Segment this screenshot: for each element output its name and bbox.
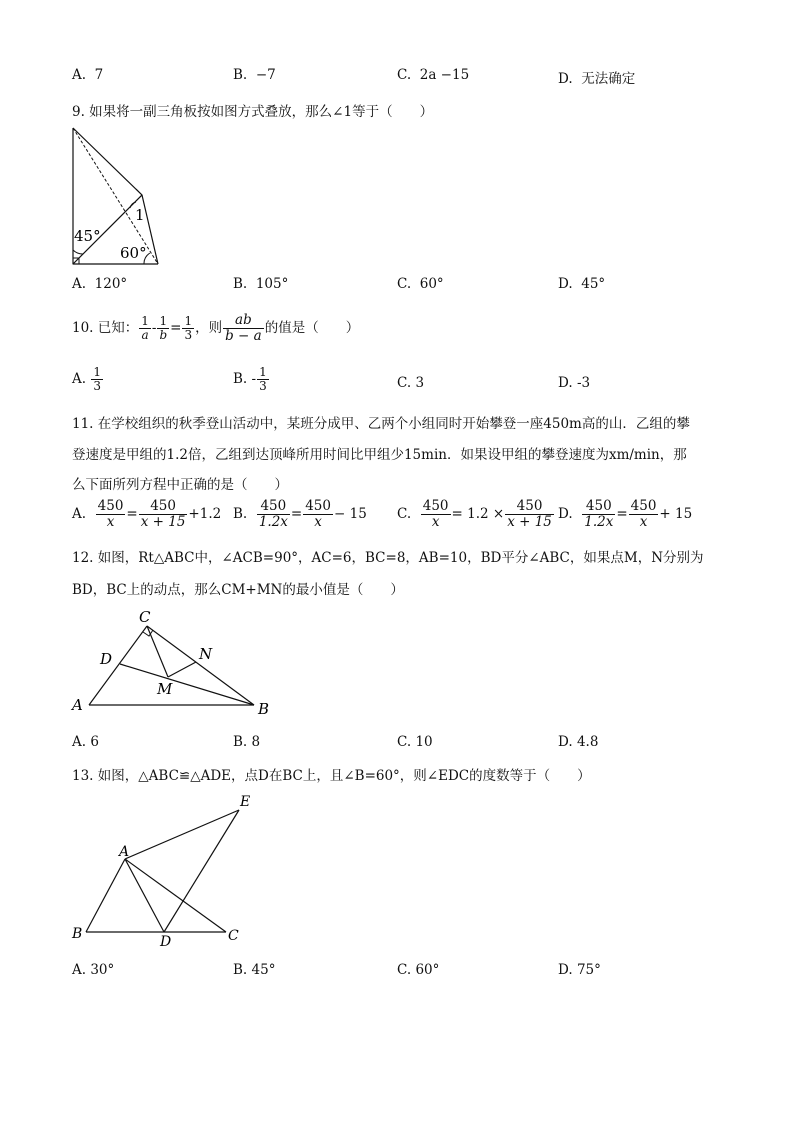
q12-label-a: A bbox=[72, 696, 83, 714]
q8-option-d: D. 无法确定 bbox=[558, 71, 636, 87]
q10-option-b: B. - $\frac{1}{3}$ bbox=[233, 365, 267, 393]
q9-stem: 9. 如果将一副三角板按如图方式叠放，那么∠1等于（ ） bbox=[72, 104, 434, 120]
q12-line-2: BD，BC上的动点，那么CM+MN的最小值是（ ） bbox=[72, 582, 404, 598]
q9-option-d: D. 45° bbox=[558, 276, 606, 292]
q13-option-c: C. 60° bbox=[397, 962, 440, 978]
q13-side-ad bbox=[125, 859, 164, 932]
q13-label-a: A bbox=[119, 844, 130, 860]
q8-option-a: A. 7 bbox=[72, 67, 104, 83]
q10-option-a: A. $\frac{1}{3}$ bbox=[72, 365, 101, 393]
q9-line-hyp bbox=[73, 128, 142, 195]
q9-option-b: B. 105° bbox=[233, 276, 289, 292]
q12-label-c: C bbox=[139, 608, 151, 626]
q9-figure bbox=[64, 122, 170, 270]
q13-figure bbox=[64, 792, 260, 952]
q10-frac-1a: $\frac{1}{a}$ bbox=[141, 314, 149, 342]
q12-option-a: A. 6 bbox=[72, 734, 99, 750]
q13-label-c: C bbox=[228, 928, 239, 944]
q13-label-b: B bbox=[72, 926, 83, 942]
q12-option-b: B. 8 bbox=[233, 734, 261, 750]
q12-label-m: M bbox=[157, 680, 173, 698]
q11-line-2: 登速度是甲组的1.2倍，乙组到达顶峰所用时间比甲组少15min．如果设甲组的攀登速度为xm/min，那 bbox=[72, 447, 687, 463]
q11-line-3: 么下面所列方程中正确的是（ ） bbox=[72, 477, 288, 493]
q9-arc-45 bbox=[73, 250, 83, 254]
q13-option-a: A. 30° bbox=[72, 962, 115, 978]
q12-label-n: N bbox=[199, 645, 213, 663]
q12-label-d: D bbox=[100, 650, 113, 668]
q9-option-c: C. 60° bbox=[397, 276, 444, 292]
q11-option-d: D. $\frac{450}{1.2x}$ = $\frac{450}{x}$ + 15 bbox=[558, 498, 693, 530]
q8-option-c: C. 2a −15 bbox=[397, 67, 470, 83]
q13-side-ac bbox=[125, 859, 226, 932]
q13-side-ab bbox=[86, 859, 125, 932]
q9-label-1: 1 bbox=[135, 206, 145, 224]
q12-segment-mn bbox=[168, 662, 196, 677]
q9-label-60: 60° bbox=[120, 244, 147, 262]
q11-option-a: A. $\frac{450}{x}$ = $\frac{450}{x + 15}$ +1.2 bbox=[72, 498, 222, 530]
q10-option-d: D. -3 bbox=[558, 375, 591, 391]
q13-label-d: D bbox=[160, 934, 172, 950]
q11-option-b: B. $\frac{450}{1.2x}$ = $\frac{450}{x}$ − 15 bbox=[233, 498, 367, 530]
q10-stem: 10. 已知： $\frac{1}{a}$ - $\frac{1}{b}$ = $\frac{1}{3}$ ，则 $\frac{ab}{b - a}$ 的值是（ ） bbox=[72, 312, 360, 344]
q13-side-ae bbox=[125, 810, 239, 859]
q12-line-1: 12. 如图，Rt△ABC中，∠ACB=90°，AC=6，BC=8，AB=10，BD平分∠ABC，如果点M，N分别为 bbox=[72, 550, 704, 566]
q13-stem: 13. 如图，△ABC≌△ADE，点D在BC上，且∠B=60°，则∠EDC的度数等于（ ） bbox=[72, 768, 591, 784]
q13-option-d: D. 75° bbox=[558, 962, 601, 978]
q12-label-b: B bbox=[258, 700, 270, 718]
q12-right-angle-mark bbox=[143, 630, 153, 636]
q13-option-b: B. 45° bbox=[233, 962, 276, 978]
q10-option-c: C. 3 bbox=[397, 375, 425, 391]
q12-segment-bd bbox=[120, 664, 254, 705]
q11-line-1: 11. 在学校组织的秋季登山活动中，某班分成甲、乙两个小组同时开始攀登一座450m高的山．乙组的攀 bbox=[72, 416, 690, 432]
q8-option-b: B. −7 bbox=[233, 67, 276, 83]
q12-side-ac bbox=[89, 626, 147, 705]
q10-frac-1b: $\frac{1}{b}$ bbox=[159, 314, 168, 342]
q9-label-45: 45° bbox=[74, 227, 101, 245]
q12-figure bbox=[64, 604, 284, 720]
q10-frac-target: $\frac{ab}{b - a}$ bbox=[225, 312, 262, 344]
q12-option-c: C. 10 bbox=[397, 734, 433, 750]
q12-option-d: D. 4.8 bbox=[558, 734, 599, 750]
q11-option-c: C. $\frac{450}{x}$ = 1.2 × $\frac{450}{x + 15}$ bbox=[397, 498, 552, 530]
q13-label-e: E bbox=[240, 794, 251, 810]
q10-frac-13: $\frac{1}{3}$ bbox=[184, 314, 193, 342]
q9-option-a: A. 120° bbox=[72, 276, 128, 292]
